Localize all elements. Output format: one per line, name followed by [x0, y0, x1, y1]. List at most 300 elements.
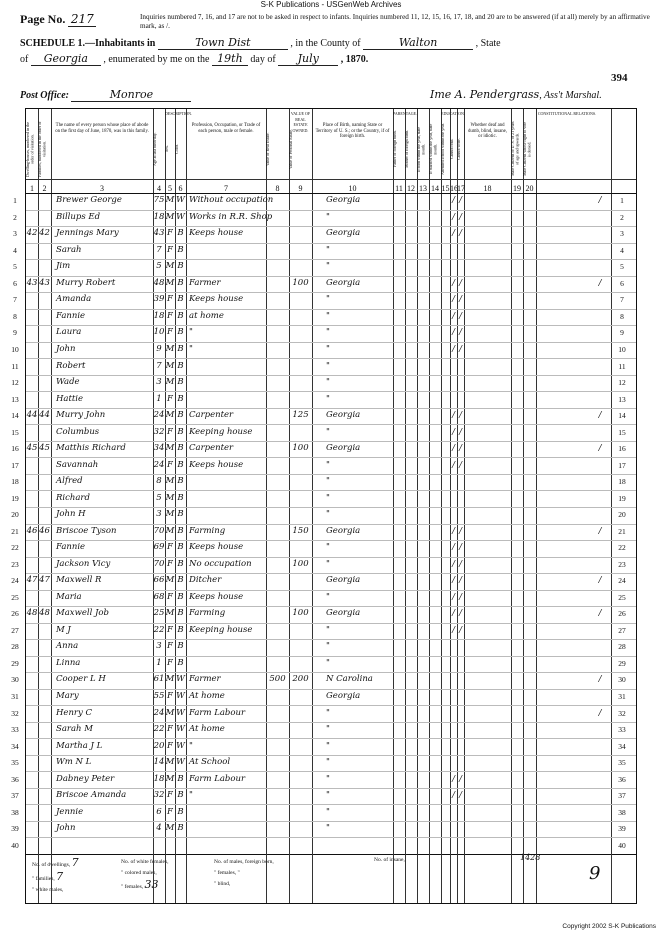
column-header-3: The name of every person whose place of abode on the first day of June, 1870, was in this family.	[55, 123, 149, 134]
row-divider	[26, 837, 636, 838]
row-number: 17	[11, 460, 19, 470]
cell-occ: Keeps house	[189, 228, 244, 239]
foreign-males-label: No. of males, foreign born,	[214, 859, 274, 865]
colored-females-value: 33	[144, 878, 159, 891]
cell-occ: Keeping house	[189, 426, 253, 437]
cell-color: B	[177, 410, 184, 421]
column-number-18: 18	[483, 184, 492, 193]
cell-sex: M	[165, 443, 175, 454]
cell-birth: "	[326, 657, 330, 668]
sheet-number: 394	[611, 72, 628, 84]
cell-occ: Farmer	[189, 277, 221, 288]
cell-name: Jennie	[56, 806, 84, 817]
cell-age: 18	[153, 773, 165, 784]
column-divider	[536, 853, 537, 903]
row-number: 34	[618, 741, 626, 751]
cell-occ: "	[189, 790, 193, 801]
cell-c16: /	[452, 459, 455, 470]
cell-c16: /	[452, 195, 455, 206]
row-divider	[26, 623, 636, 624]
cell-sex: M	[165, 211, 175, 222]
cell-occ: At home	[189, 691, 225, 701]
cell-birth: "	[326, 542, 330, 553]
row-divider	[26, 457, 636, 458]
row-number: 12	[11, 378, 19, 388]
cell-d: 42	[26, 228, 38, 239]
page-number	[20, 12, 96, 27]
row-number: 17	[618, 460, 626, 470]
row-number: 11	[11, 361, 19, 371]
column-divider	[165, 853, 166, 903]
cell-occ: "	[189, 740, 193, 751]
cell-c17: /	[459, 624, 462, 635]
cell-name: Martha J L	[56, 740, 103, 751]
cell-birth: "	[326, 393, 330, 404]
row-number: 4	[620, 245, 624, 255]
cell-birth: "	[326, 823, 330, 834]
cell-age: 7	[156, 360, 162, 371]
row-divider	[26, 325, 636, 326]
cell-sex: M	[165, 525, 175, 536]
column-header-9: Value of Personal Estate.	[288, 129, 293, 169]
cell-c16: /	[452, 575, 455, 586]
cell-birth: "	[326, 509, 330, 520]
cell-occ: Farming	[189, 525, 226, 536]
cell-sex: F	[167, 310, 173, 321]
cell-color: B	[177, 624, 184, 635]
cell-age: 3	[156, 641, 162, 652]
cell-sex: M	[165, 608, 175, 619]
day-label: day of	[250, 54, 276, 65]
row-divider	[26, 309, 636, 310]
row-number: 14	[618, 411, 626, 421]
row-divider	[26, 259, 636, 260]
row-number: 26	[11, 609, 19, 619]
cell-birth: N Carolina	[326, 674, 373, 685]
cell-age: 32	[153, 426, 165, 437]
families-value: 7	[56, 870, 64, 883]
census-footer	[25, 853, 637, 904]
white-males-label: " white males,	[32, 887, 64, 893]
cell-birth: "	[326, 426, 330, 437]
of-label: of	[20, 54, 29, 65]
cell-f: 43	[39, 277, 50, 288]
cell-f: 45	[39, 443, 50, 454]
row-number: 16	[11, 444, 19, 454]
cell-age: 39	[153, 294, 165, 305]
column-divider	[51, 109, 52, 854]
cell-age: 18	[153, 310, 165, 321]
cell-name: Maxwell R	[56, 575, 102, 586]
column-header-5: Sex.	[164, 145, 169, 153]
row-divider	[26, 738, 636, 739]
row-number: 1	[620, 196, 624, 206]
row-number: 6	[620, 278, 624, 288]
row-divider	[26, 226, 636, 227]
cell-age: 24	[153, 459, 165, 470]
row-number: 35	[618, 758, 626, 768]
column-divider	[312, 853, 313, 903]
cell-sex: F	[167, 542, 173, 553]
row-divider	[26, 524, 636, 525]
cell-c17: /	[459, 790, 462, 801]
column-number-4: 4	[157, 184, 161, 193]
row-divider	[26, 342, 636, 343]
cell-sex: M	[165, 261, 175, 272]
row-divider	[26, 391, 636, 392]
cell-birth: "	[326, 806, 330, 817]
row-number: 33	[11, 725, 19, 735]
cell-birth: Georgia	[326, 691, 361, 701]
cell-birth: "	[326, 492, 330, 503]
column-number-8: 8	[275, 184, 280, 193]
cell-color: B	[177, 773, 184, 784]
row-divider	[26, 771, 636, 772]
cell-name: Briscoe Amanda	[56, 790, 127, 801]
row-number: 7	[620, 295, 624, 305]
row-number: 32	[11, 708, 19, 718]
row-divider	[26, 672, 636, 673]
column-number-12: 12	[407, 184, 415, 193]
row-divider	[26, 441, 636, 442]
cell-c19: /	[598, 195, 602, 206]
state-label: , State	[475, 38, 501, 49]
cell-c17: /	[459, 211, 462, 222]
cell-pe: 100	[292, 443, 309, 454]
cell-birth: Georgia	[326, 228, 361, 239]
cell-age: 5	[156, 492, 162, 503]
row-number: 30	[618, 675, 626, 685]
row-divider	[26, 722, 636, 723]
cell-c19: /	[598, 707, 602, 718]
row-number: 20	[11, 510, 19, 520]
cell-name: Sarah M	[56, 724, 93, 735]
cell-birth: "	[326, 641, 330, 652]
place-value: Town Dist	[158, 36, 288, 50]
row-number: 27	[11, 625, 19, 635]
column-divider	[38, 853, 39, 903]
column-header-14: If married within the year, state month.	[428, 123, 438, 175]
column-divider	[441, 109, 442, 854]
cell-color: B	[177, 608, 184, 619]
cell-c19: /	[598, 277, 602, 288]
column-group-value: VALUE OF REAL ESTATE OWNED.	[290, 111, 311, 133]
cell-age: 24	[153, 707, 165, 718]
cell-name: Richard	[56, 492, 90, 503]
cell-sex: M	[165, 707, 175, 718]
cell-c17: /	[459, 591, 462, 602]
row-number: 3	[13, 229, 17, 239]
column-header-15: Attended school within the year.	[440, 123, 445, 175]
cell-pe: 100	[292, 558, 309, 569]
cell-sex: F	[167, 228, 173, 239]
row-number: 22	[618, 543, 626, 553]
day-value: 19th	[212, 52, 248, 66]
column-header-6: Color.	[174, 144, 179, 154]
cell-color: W	[176, 740, 185, 751]
column-divider	[51, 853, 52, 903]
column-group-parentage: PARENTAGE.	[393, 111, 418, 116]
cell-c16: /	[452, 211, 455, 222]
cell-age: 22	[153, 724, 165, 735]
column-number-1: 1	[30, 184, 34, 193]
column-divider	[523, 109, 524, 854]
cell-age: 70	[153, 558, 165, 569]
cell-color: B	[177, 228, 184, 239]
enumerated-label: , enumerated by me on the	[103, 54, 210, 65]
cell-birth: Georgia	[326, 410, 361, 421]
row-number: 14	[11, 411, 19, 421]
cell-d: 43	[26, 277, 38, 288]
cell-age: 43	[153, 228, 165, 239]
cell-age: 3	[156, 509, 162, 520]
row-number: 16	[618, 444, 626, 454]
cell-name: Savannah	[56, 459, 99, 470]
row-number: 35	[11, 758, 19, 768]
cell-age: 9	[156, 343, 162, 354]
publisher-header: S-K Publications - USGenWeb Archives	[260, 0, 402, 9]
cell-name: M J	[56, 624, 71, 635]
cell-color: B	[177, 261, 184, 272]
colored-females-label: " females,	[121, 884, 144, 890]
column-divider	[405, 853, 406, 903]
cell-occ: Ditcher	[189, 575, 222, 586]
cell-color: W	[176, 211, 185, 222]
cell-sex: M	[165, 492, 175, 503]
row-divider	[26, 590, 636, 591]
row-number: 5	[13, 262, 17, 272]
cell-occ: Keeps house	[189, 459, 244, 470]
cell-c17: /	[459, 277, 462, 288]
cell-age: 22	[153, 624, 165, 635]
column-divider	[523, 853, 524, 903]
cell-age: 61	[153, 674, 165, 685]
column-header-20: Male Citizens whose right to vote is denied.	[522, 121, 532, 177]
cell-sex: F	[167, 294, 173, 305]
cell-sex: M	[165, 377, 175, 388]
cell-birth: "	[326, 624, 330, 635]
row-number: 38	[618, 807, 626, 817]
blind-label: " blind,	[214, 881, 231, 887]
column-divider	[511, 853, 512, 903]
marshal-label: , Ass't Marshal.	[539, 90, 602, 101]
header-divider	[26, 179, 636, 180]
row-number: 30	[11, 675, 19, 685]
cell-c17: /	[459, 608, 462, 619]
row-number: 9	[13, 328, 17, 338]
cell-occ: Farm Labour	[189, 773, 246, 784]
cell-c17: /	[459, 558, 462, 569]
row-number: 20	[618, 510, 626, 520]
cell-c19: /	[598, 443, 602, 454]
column-number-16: 16	[450, 184, 458, 193]
cell-sex: F	[167, 624, 173, 635]
cell-age: 1	[156, 393, 162, 404]
row-number: 36	[11, 774, 19, 784]
cell-c16: /	[452, 426, 455, 437]
column-divider	[186, 109, 187, 854]
foreign-females-label: " females, "	[214, 870, 240, 876]
row-number: 23	[618, 559, 626, 569]
cell-age: 48	[153, 277, 165, 288]
column-header-8: Value of Real Estate.	[265, 132, 270, 166]
cell-c16: /	[452, 343, 455, 354]
cell-c17: /	[459, 443, 462, 454]
cell-d: 47	[26, 575, 38, 586]
cell-age: 1	[156, 657, 162, 668]
column-number-6: 6	[178, 184, 183, 193]
footer-counts-2	[121, 857, 169, 893]
census-table	[11, 108, 637, 855]
cell-age: 68	[153, 591, 165, 602]
cell-c17: /	[459, 327, 462, 338]
cell-sex: F	[167, 806, 173, 817]
cell-name: John	[56, 823, 76, 834]
column-divider	[441, 853, 442, 903]
row-number: 8	[13, 311, 17, 321]
row-divider	[26, 573, 636, 574]
cell-color: B	[177, 443, 184, 454]
row-divider	[26, 210, 636, 211]
insane-label: No. of insane,	[374, 857, 405, 863]
inquiry-notice: Inquiries numbered 7, 16, and 17 are not to be asked in respect to infants. Inquiries numbered 11, 12, 15, 16, 17, 18, and 20 are to be answered (if at all) merely by an affirmative mark, as /.	[140, 13, 650, 30]
cell-color: W	[176, 691, 185, 701]
cell-name: Henry C	[56, 707, 92, 718]
column-number-19: 19	[513, 184, 521, 193]
cell-sex: F	[167, 426, 173, 437]
column-divider	[464, 853, 465, 903]
cell-d: 45	[26, 443, 38, 454]
column-number-5: 5	[168, 184, 172, 193]
cell-c16: /	[452, 228, 455, 239]
column-header-12: Mother of foreign birth.	[404, 129, 409, 169]
column-number-11: 11	[395, 184, 403, 193]
column-divider	[38, 109, 39, 854]
row-number: 40	[618, 840, 626, 850]
cell-occ: At home	[189, 724, 225, 735]
marshal-signature	[430, 88, 660, 101]
cell-age: 7	[156, 244, 162, 255]
cell-c17: /	[459, 459, 462, 470]
cell-c19: /	[598, 608, 602, 619]
cell-birth: "	[326, 244, 330, 255]
cell-f: 47	[39, 575, 50, 586]
cell-name: Briscoe Tyson	[56, 525, 117, 536]
cell-sex: M	[165, 823, 175, 834]
cell-c17: /	[459, 195, 462, 206]
row-number: 38	[11, 807, 19, 817]
column-divider	[289, 853, 290, 903]
cell-sex: M	[165, 410, 175, 421]
row-number: 31	[11, 692, 19, 701]
cell-birth: "	[326, 459, 330, 470]
cell-c17: /	[459, 410, 462, 421]
cell-occ: Without occupation	[189, 195, 274, 206]
cell-birth: Georgia	[326, 525, 361, 536]
cell-sex: F	[167, 740, 173, 751]
cell-sex: F	[167, 641, 173, 652]
cell-name: Murry John	[56, 410, 106, 421]
cell-name: Wm N L	[56, 757, 92, 768]
cell-name: Sarah	[56, 244, 82, 255]
cell-age: 69	[153, 542, 165, 553]
cell-birth: "	[326, 724, 330, 735]
column-header-1: Dwelling-houses, numbered in the order of visitation.	[25, 121, 35, 177]
cell-occ: Keeps house	[189, 542, 244, 553]
cell-birth: "	[326, 360, 330, 371]
cell-f: 44	[39, 410, 50, 421]
cell-age: 34	[153, 443, 165, 454]
row-number: 2	[13, 212, 17, 222]
row-number: 39	[618, 824, 626, 834]
column-number-14: 14	[431, 184, 439, 193]
column-number-10: 10	[348, 184, 357, 193]
cell-name: Fannie	[56, 542, 86, 553]
cell-d: 46	[26, 525, 38, 536]
cell-color: B	[177, 641, 184, 652]
cell-c17: /	[459, 575, 462, 586]
row-number: 29	[11, 658, 19, 668]
cell-d: 44	[26, 410, 38, 421]
cell-sex: M	[165, 476, 175, 487]
cell-name: Jennings Mary	[56, 228, 119, 239]
cell-color: W	[176, 757, 185, 768]
cell-birth: "	[326, 294, 330, 305]
cell-name: Matthis Richard	[56, 443, 126, 454]
cell-sex: F	[167, 790, 173, 801]
row-divider	[26, 276, 636, 277]
cell-occ: Carpenter	[189, 410, 234, 421]
cell-birth: "	[326, 707, 330, 718]
row-number: 9	[620, 328, 624, 338]
row-number: 24	[11, 576, 19, 586]
cell-name: Anna	[56, 641, 79, 652]
cell-occ: No occupation	[189, 558, 252, 569]
column-divider	[511, 109, 512, 854]
cell-color: B	[177, 476, 184, 487]
row-number: 6	[13, 278, 17, 288]
cell-c16: /	[452, 443, 455, 454]
cell-color: W	[176, 674, 185, 685]
cell-birth: "	[326, 327, 330, 338]
cell-birth: Georgia	[326, 575, 361, 586]
cell-birth: "	[326, 343, 330, 354]
cell-age: 8	[156, 476, 162, 487]
cell-name: Wade	[56, 377, 80, 388]
cell-sex: F	[167, 327, 173, 338]
cell-birth: Georgia	[326, 195, 361, 206]
row-number: 10	[618, 344, 626, 354]
cell-color: B	[177, 806, 184, 817]
cell-color: B	[177, 327, 184, 338]
column-header-7: Profession, Occupation, or Trade of each person, male or female.	[191, 123, 261, 134]
cell-color: B	[177, 542, 184, 553]
cell-c16: /	[452, 773, 455, 784]
cell-occ: Farming	[189, 608, 226, 619]
cell-occ: Farm Labour	[189, 707, 246, 718]
column-number-9: 9	[298, 184, 303, 193]
column-divider	[405, 109, 406, 854]
row-number: 2	[620, 212, 624, 222]
cell-name: Columbus	[56, 426, 100, 437]
cell-color: B	[177, 459, 184, 470]
cell-c16: /	[452, 327, 455, 338]
cell-birth: "	[326, 211, 330, 222]
row-number: 18	[618, 477, 626, 487]
row-number: 39	[11, 824, 19, 834]
row-number: 10	[11, 344, 19, 354]
cell-c17: /	[459, 343, 462, 354]
